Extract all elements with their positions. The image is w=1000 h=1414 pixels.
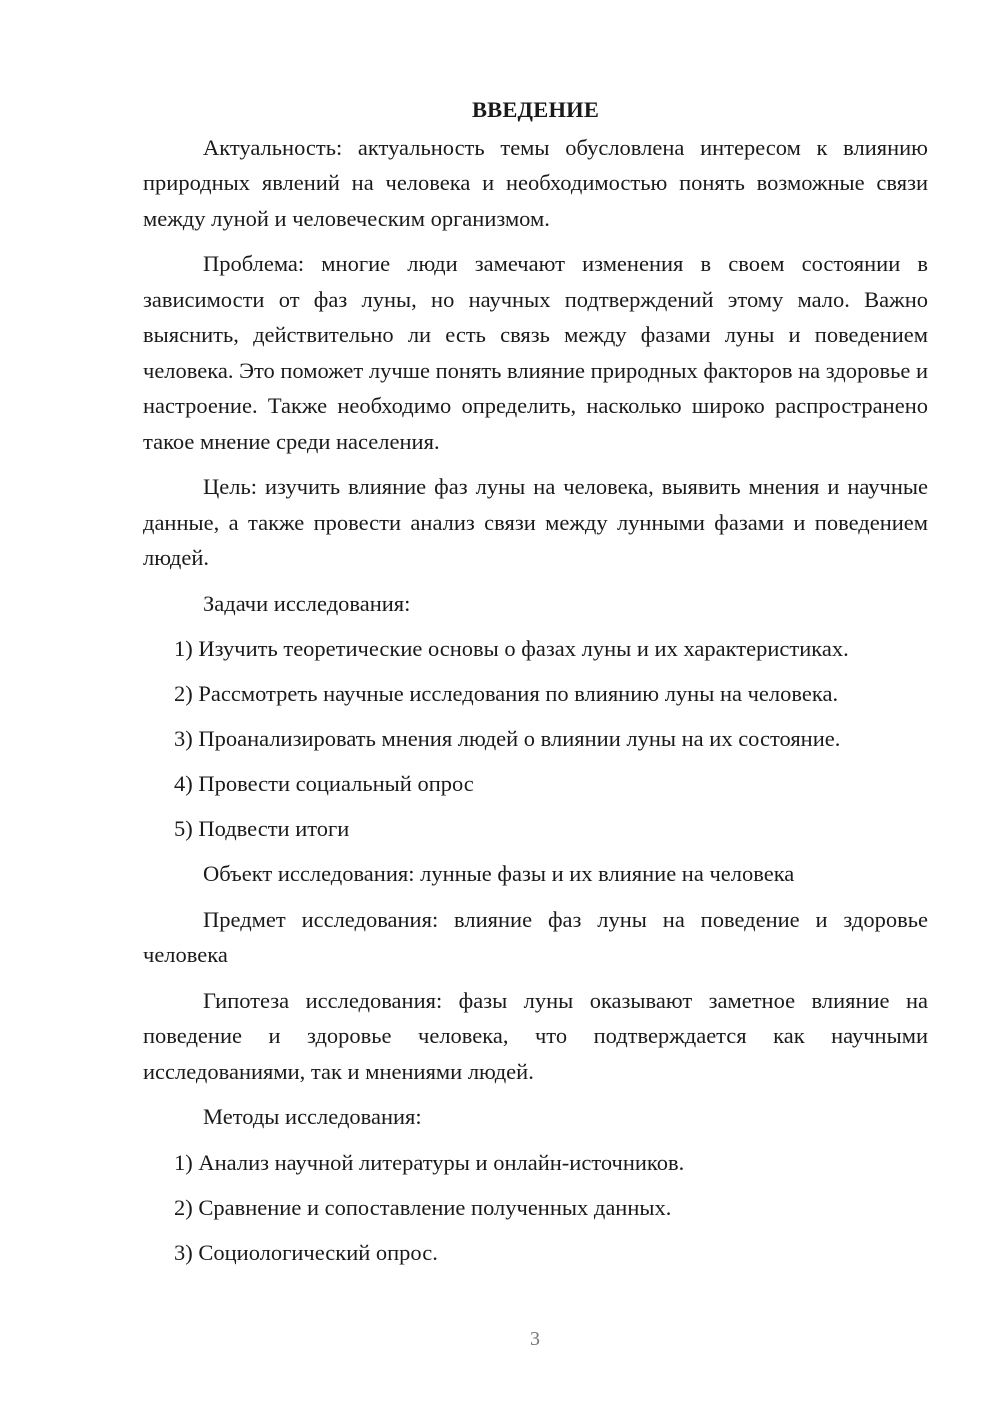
task-item: 4) Провести социальный опрос bbox=[174, 771, 474, 796]
hypothesis-paragraph: Гипотеза исследования: фазы луны оказывают заметное влияние на поведение и здоровье человека, что подтверждается как научными исследованиями, так и мнениями людей. bbox=[143, 987, 928, 1084]
method-item: 3) Социологический опрос. bbox=[174, 1239, 438, 1265]
task-item: 2) Рассмотреть научные исследования по влиянию луны на человека. bbox=[174, 681, 839, 706]
section-title: ВВЕДЕНИЕ bbox=[471, 97, 600, 122]
tasks-heading: Задачи исследования: bbox=[203, 590, 411, 616]
document-body bbox=[143, 92, 928, 1280]
method-item: 2) Сравнение и сопоставление полученных данных. bbox=[174, 1194, 672, 1220]
task-item: 3) Проанализировать мнения людей о влиянии луны на их состояние. bbox=[174, 726, 841, 751]
methods-heading: Методы исследования: bbox=[203, 1104, 422, 1129]
object-line: Объект исследования: лунные фазы и их влияние на человека bbox=[203, 861, 795, 886]
task-item: 5) Подвести итоги bbox=[174, 816, 350, 841]
goal-paragraph: Цель: изучить влияние фаз луны на человека, выявить мнения и научные данные, а также провести анализ связи между лунными фазами и поведением людей. bbox=[143, 474, 928, 570]
method-item: 1) Анализ научной литературы и онлайн-источников. bbox=[174, 1149, 685, 1175]
relevance-paragraph: Актуальность: актуальность темы обусловлена интересом к влиянию природных явлений на человека и необходимостью понять возможные связи между луной и человеческим организмом. bbox=[143, 134, 928, 231]
task-item: 1) Изучить теоретические основы о фазах луны и их характеристиках. bbox=[174, 636, 849, 661]
problem-paragraph: Проблема: многие люди замечают изменения в своем состоянии в зависимости от фаз луны, но научных подтверждений этому мало. Важно выяснить, действительно ли есть связь между фазами луны и поведением человека. Это поможет лучше понять влияние природных факторов на здоровье и настроение. Также необходимо определить, насколько широко распространено такое мнение среди населения. bbox=[143, 251, 928, 454]
page-number: 3 bbox=[530, 1328, 540, 1350]
subject-paragraph: Предмет исследования: влияние фаз луны на поведение и здоровье человека bbox=[143, 906, 928, 967]
